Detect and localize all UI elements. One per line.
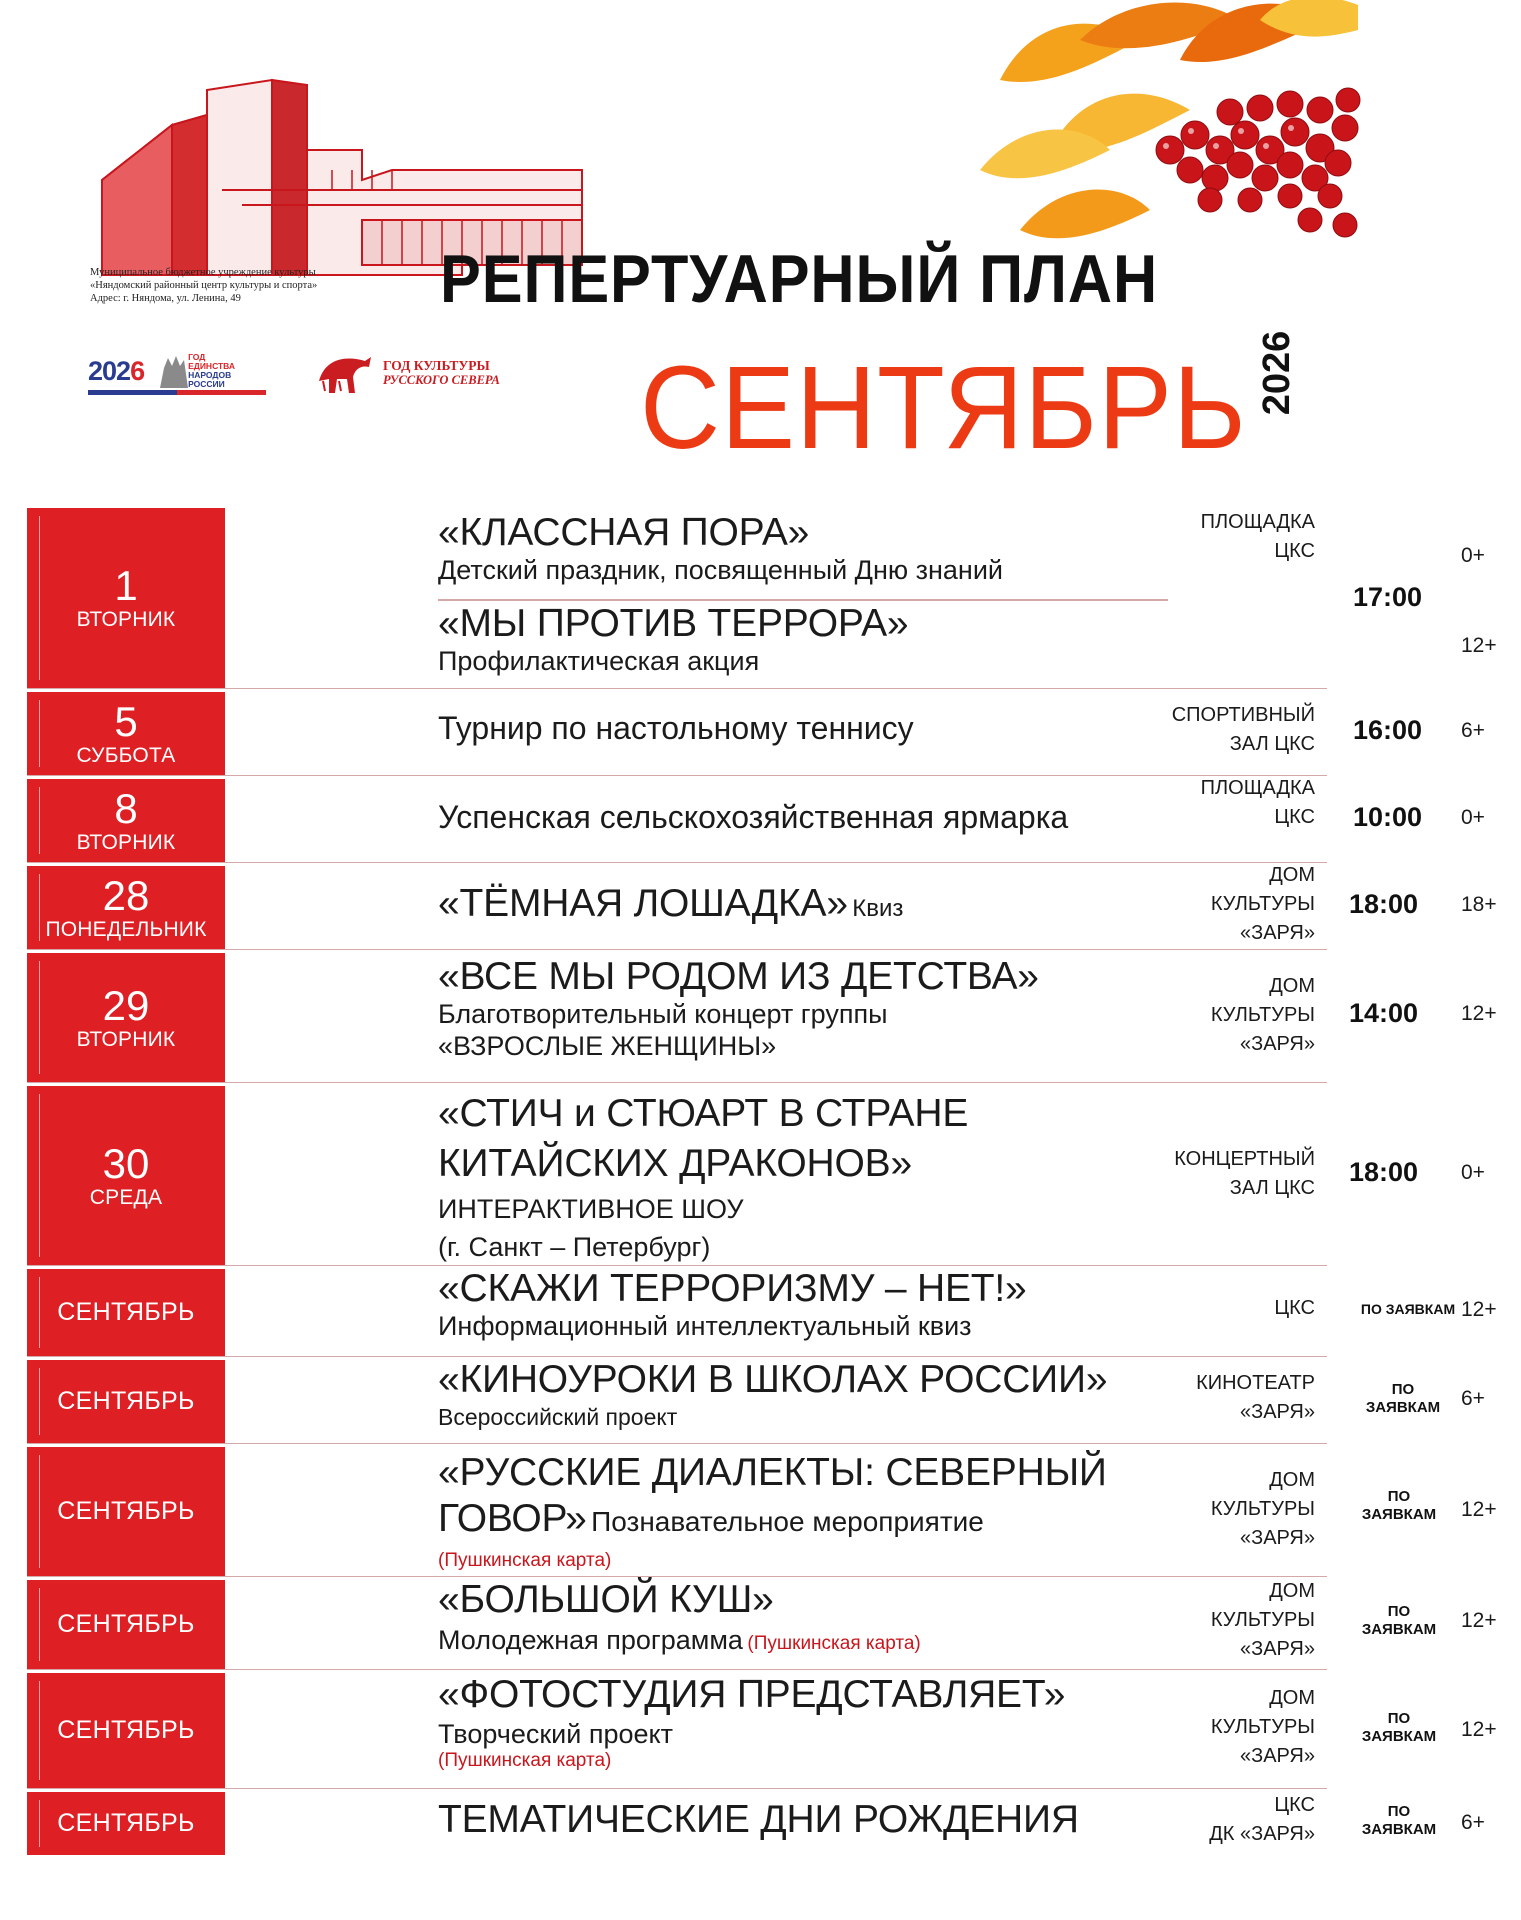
event-body [225,863,1497,949]
table-row [27,508,1497,689]
age-rating: 12+ [1461,1498,1497,1521]
table-row [27,1083,1485,1266]
event-month: СЕНТЯБРЬ [57,1809,195,1837]
date-cell [27,1266,225,1356]
event-entry [438,1579,921,1664]
event-weekday: СУББОТА [76,743,176,767]
event-body [225,1266,1497,1356]
event-subtitle: (г. Санкт – Петербург) [438,1232,711,1262]
table-row [27,1444,1497,1577]
event-month: СЕНТЯБРЬ [57,1298,195,1326]
age-rating: 0+ [1461,544,1485,567]
page-month: СЕНТЯБРЬ [640,342,1247,474]
date-cell [27,1083,225,1265]
event-time: 14:00 [1349,998,1419,1028]
age-rating: 12+ [1461,634,1497,657]
pushkin-card-note: (Пушкинская карта) [438,1750,612,1771]
table-row [27,689,1485,776]
event-title: «СТИЧ и СТЮАРТ В СТРАНЕ [438,1092,969,1135]
event-venue: ПЛОЩАДКА ЦКС [1200,777,1315,828]
table-row [27,1789,1485,1855]
date-cell [27,1577,225,1669]
table-row [27,1577,1497,1670]
event-title: «РУССКИЕ ДИАЛЕКТЫ: СЕВЕРНЫЙ [438,1451,1107,1494]
rowan-leaves-decoration [960,0,1358,250]
page-year: 2026 [1256,330,1298,416]
age-rating: 6+ [1461,1387,1485,1410]
table-row [27,950,1497,1083]
year-of-unity-badge [88,348,235,394]
event-venue: ДОМ КУЛЬТУРЫ «ЗАРЯ» [1210,864,1315,944]
event-day: 5 [114,697,138,745]
event-time: ПО ЗАЯВКАМ [1361,1488,1437,1523]
pushkin-card-note: (Пушкинская карта) [747,1633,921,1654]
horse-emblem-icon [315,351,375,395]
event-month: СЕНТЯБРЬ [57,1497,195,1525]
event-entry [438,1672,1065,1772]
age-rating: 12+ [1461,1718,1497,1741]
event-weekday: ВТОРНИК [76,1027,176,1051]
age-rating: 0+ [1461,806,1485,829]
event-entry [438,1268,1027,1342]
event-title: «ТЁМНАЯ ЛОШАДКА» [438,882,848,925]
badge-text: ГОД КУЛЬТУРЫ РУССКОГО СЕВЕРА [383,358,500,387]
event-type: Познавательное мероприятие [591,1506,984,1537]
event-entry [438,709,914,747]
event-weekday: ПОНЕДЕЛЬНИК [45,917,207,941]
event-body [225,776,1485,862]
age-rating: 6+ [1461,719,1485,742]
organization-info [90,266,450,305]
event-entry [438,603,908,677]
event-entry [438,883,903,925]
event-subtitle: Всероссийский проект [438,1404,678,1430]
event-subtitle: ИНТЕРАКТИВНОЕ ШОУ [438,1194,744,1224]
event-venue: ЦКС ДК «ЗАРЯ» [1209,1794,1315,1845]
org-line: «Няндомский районный центр культуры и спорта» [90,280,318,291]
event-venue: ДОМ КУЛЬТУРЫ «ЗАРЯ» [1210,1580,1315,1660]
event-time: ПО ЗАЯВКАМ [1361,1603,1437,1638]
event-entry [438,1799,1079,1841]
event-title: ТЕМАТИЧЕСКИЕ ДНИ РОЖДЕНИЯ [438,1798,1079,1841]
org-line: Муниципальное бюджетное учреждение культуры [90,267,316,278]
event-subtitle: Благотворительный концерт группы [438,999,888,1029]
event-body [225,1444,1497,1576]
event-entry [438,956,1039,1062]
pushkin-card-note: (Пушкинская карта) [438,1550,612,1571]
event-title: «МЫ ПРОТИВ ТЕРРОРА» [438,602,909,645]
event-day: 29 [102,981,150,1029]
date-cell [27,776,225,862]
event-type: Квиз [852,895,904,922]
event-venue: ПЛОЩАДКА ЦКС [1200,511,1315,562]
event-time: ПО ЗАЯВКАМ [1365,1381,1441,1416]
year-of-culture-badge [315,350,500,396]
monument-icon [154,350,194,390]
event-month: СЕНТЯБРЬ [57,1610,195,1638]
event-venue: КОНЦЕРТНЫЙ ЗАЛ ЦКС [1174,1148,1315,1199]
event-time: 18:00 [1349,889,1419,919]
badge-year: 2026 [88,355,145,386]
event-title: «ФОТОСТУДИЯ ПРЕДСТАВЛЯЕТ» [438,1673,1066,1716]
event-title: «КЛАССНАЯ ПОРА» [438,511,810,554]
table-row [27,863,1497,950]
date-cell [27,689,225,775]
event-entry [438,512,1003,586]
event-title: «ВСЕ МЫ РОДОМ ИЗ ДЕТСТВА» [438,955,1039,998]
event-time: 17:00 [1353,582,1423,612]
event-month: СЕНТЯБРЬ [57,1716,195,1744]
badge-text: ГОД ЕДИНСТВА НАРОДОВ РОССИИ [188,352,236,389]
event-day: 8 [114,784,138,832]
age-rating: 18+ [1461,893,1497,916]
table-row [27,1357,1485,1444]
event-entry [438,1448,1107,1572]
event-time: 10:00 [1353,802,1423,832]
page-title: РЕПЕРТУАРНЫЙ ПЛАН [440,241,1159,317]
age-rating: 12+ [1461,1298,1497,1321]
event-title: ГОВОР» [438,1497,587,1540]
date-cell [27,863,225,949]
date-cell [27,1357,225,1443]
event-venue: КИНОТЕАТР «ЗАРЯ» [1196,1372,1315,1423]
date-cell [27,1444,225,1576]
event-time: ПО ЗАЯВКАМ [1360,1301,1456,1317]
age-rating: 12+ [1461,1609,1497,1632]
event-time: ПО ЗАЯВКАМ [1361,1710,1437,1745]
event-subtitle: Молодежная программа [438,1625,743,1655]
event-subtitle: Профилактическая акция [438,646,760,676]
event-time: 18:00 [1349,1157,1419,1187]
table-row [27,1266,1497,1357]
event-entry [438,1359,1107,1433]
org-address: Адрес: г. Няндома, ул. Ленина, 49 [90,293,241,304]
event-entry [438,798,1068,836]
event-body [225,950,1497,1082]
event-weekday: ВТОРНИК [76,830,176,854]
event-body [225,1789,1485,1855]
event-subtitle: Информационный интеллектуальный квиз [438,1311,972,1341]
event-month: СЕНТЯБРЬ [57,1387,195,1415]
event-title: «БОЛЬШОЙ КУШ» [438,1578,774,1621]
date-cell [27,950,225,1082]
event-entry [438,1089,968,1265]
table-row [27,1670,1497,1789]
date-cell [27,1670,225,1788]
event-title: «КИНОУРОКИ В ШКОЛАХ РОССИИ» [438,1358,1108,1401]
event-weekday: ВТОРНИК [76,608,176,631]
event-subtitle: Детский праздник, посвященный Дню знаний [438,555,1004,585]
age-rating: 12+ [1461,1002,1497,1025]
event-title: Турнир по настольному теннису [438,710,914,746]
event-body [225,1083,1485,1265]
event-time: 16:00 [1353,715,1423,745]
schedule-table [27,508,1497,1855]
event-venue: ДОМ КУЛЬТУРЫ «ЗАРЯ» [1210,1687,1315,1767]
event-title: КИТАЙСКИХ ДРАКОНОВ» [438,1142,912,1185]
event-day: 1 [114,562,138,609]
event-body [225,1670,1497,1788]
event-body [225,689,1485,775]
age-rating: 6+ [1461,1811,1485,1834]
event-time: ПО ЗАЯВКАМ [1361,1803,1437,1838]
event-venue: СПОРТИВНЫЙ ЗАЛ ЦКС [1171,704,1315,755]
event-subtitle: «ВЗРОСЛЫЕ ЖЕНЩИНЫ» [438,1031,777,1061]
event-body [225,1357,1485,1443]
event-weekday: СРЕДА [89,1185,163,1209]
age-rating: 0+ [1461,1161,1485,1184]
event-venue: ДОМ КУЛЬТУРЫ «ЗАРЯ» [1210,1469,1315,1549]
table-row [27,776,1485,863]
date-cell [27,1789,225,1855]
date-cell [27,508,225,688]
event-title: Успенская сельскохозяйственная ярмарка [438,799,1069,835]
event-venue: ДОМ КУЛЬТУРЫ «ЗАРЯ» [1210,975,1315,1055]
event-body [225,508,1497,688]
event-venue: ЦКС [1274,1297,1315,1319]
event-day: 30 [102,1139,150,1187]
event-subtitle: Творческий проект [438,1719,673,1749]
event-day: 28 [102,871,150,919]
flag-stripe [88,390,266,395]
event-title: «СКАЖИ ТЕРРОРИЗМУ – НЕТ!» [438,1267,1027,1310]
event-body [225,1577,1497,1669]
divider [438,599,1168,601]
